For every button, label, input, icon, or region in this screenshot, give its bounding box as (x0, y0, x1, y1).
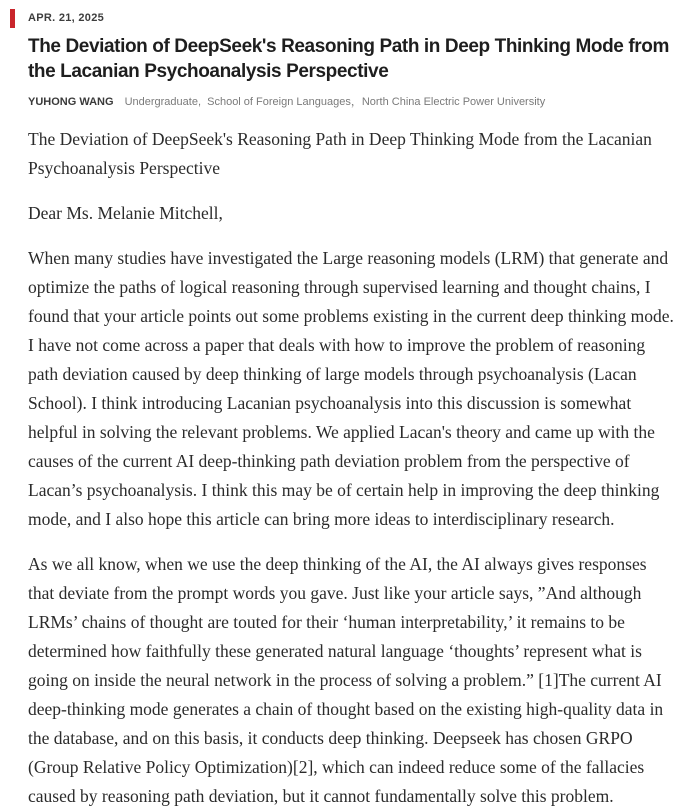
article-date: APR. 21, 2025 (28, 12, 105, 24)
accent-bar (10, 9, 15, 28)
kicker-row (28, 8, 676, 28)
author-name: YUHONG WANG (28, 96, 114, 108)
article-paragraph: When many studies have investigated the Large reasoning models (LRM) that generate and optimize the paths of logical reasoning through supervised learning and thought chains, I found that your article points out some problems existing in the current deep thinking mode. I have not come across a paper that deals with how to improve the problem of reasoning path deviation caused by deep thinking of large models through psychoanalysis (Lacan School). I think introducing Lacanian psychoanalysis into this discussion is somewhat helpful in solving the relevant problems. We applied Lacan's theory and came up with the causes of the current AI deep-thinking path deviation problem from the perspective of Lacan’s psychoanalysis. I think this may be of certain help in improving the deep thinking mode, and I also hope this article can bring more ideas to interdisciplinary research. (28, 248, 674, 529)
byline (28, 93, 676, 109)
author-affiliation: Undergraduate, School of Foreign Languages，North China Electric Power University (124, 96, 546, 108)
salutation: Dear Ms. Melanie Mitchell, (28, 203, 223, 223)
page-title: The Deviation of DeepSeek's Reasoning Path in Deep Thinking Mode from the Lacanian Psychoanalysis Perspective (28, 36, 669, 82)
article-body (28, 125, 676, 811)
article-paragraph: The Deviation of DeepSeek's Reasoning Path in Deep Thinking Mode from the Lacanian Psychoanalysis Perspective (28, 129, 652, 178)
article-paragraph: As we all know, when we use the deep thinking of the AI, the AI always gives responses that deviate from the prompt words you gave. Just like your article says, ”And although LRMs’ chains of thought are touted for their ‘human interpretability,’ it remains to be determined how faithfully these generated natural language ‘thoughts’ represent what is going on inside the neural network in the process of solving a problem.” [1]The current AI deep-thinking mode generates a chain of thought based on the existing high-quality data in the database, and on this basis, it conducts deep thinking. Deepseek has chosen GRPO (Group Relative Policy Optimization)[2], which can indeed reduce some of the fallacies caused by reasoning path deviation, but it cannot fundamentally solve this problem. (28, 554, 664, 806)
